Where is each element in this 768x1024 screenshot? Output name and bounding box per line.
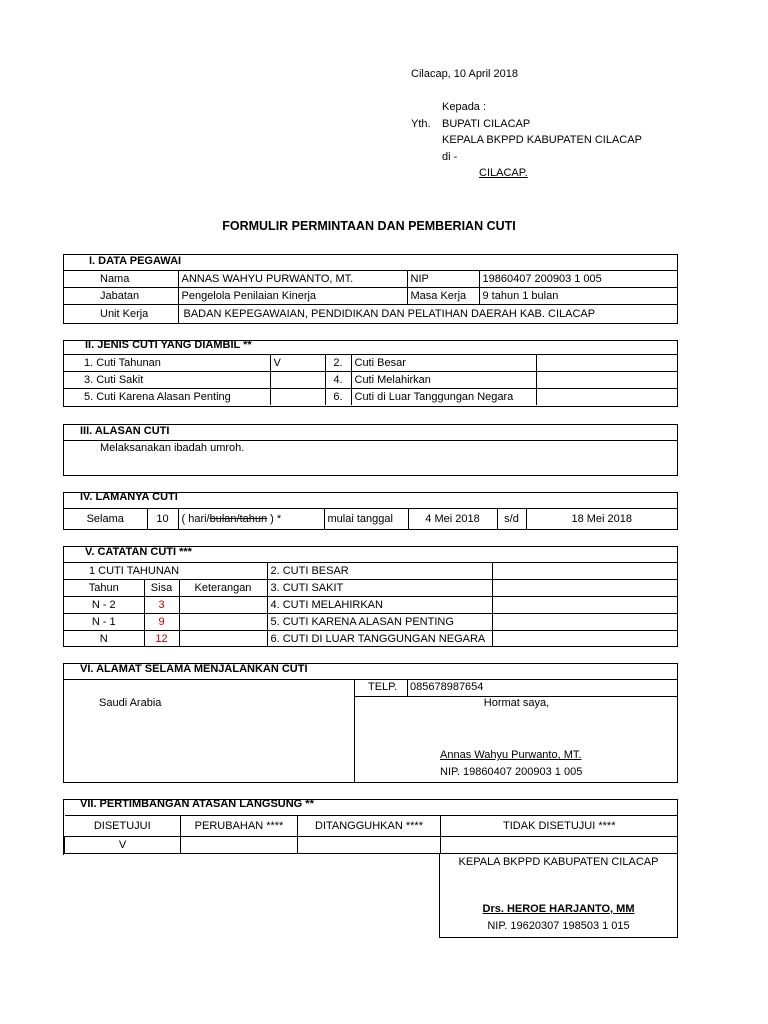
nama-value: ANNAS WAHYU PURWANTO, MT. — [178, 271, 407, 288]
unit-kerja-value: BADAN KEPEGAWAIAN, PENDIDIKAN DAN PELATIHAN DAERAH KAB. CILACAP — [178, 305, 677, 324]
sd-label: s/d — [497, 509, 526, 530]
jabatan-label: Jabatan — [64, 288, 178, 305]
row-number: 2. — [325, 355, 351, 372]
form-title: FORMULIR PERMINTAAN DAN PEMBERIAN CUTI — [222, 219, 516, 233]
yth-label: Yth. — [411, 118, 431, 130]
col-perubahan: PERUBAHAN **** — [181, 816, 298, 837]
section-heading: VI. ALAMAT SELAMA MENJALANKAN CUTI — [80, 663, 308, 675]
col-keterangan: Keterangan — [179, 580, 267, 597]
unit-kerja-label: Unit Kerja — [64, 305, 178, 324]
section-heading: IV. LAMANYA CUTI — [80, 491, 178, 503]
jenis-cuti-table — [64, 354, 677, 405]
cuti-besar-label: Cuti Besar — [351, 355, 536, 372]
telp-value: 085678987654 — [410, 681, 484, 693]
satuan-suffix: ) * — [267, 512, 282, 525]
mark-disetujui: V — [65, 837, 181, 854]
cuti-melahirkan-label: Cuti Melahirkan — [351, 372, 536, 389]
masa-kerja-label: Masa Kerja — [407, 288, 479, 305]
catatan-cuti-besar-value — [492, 563, 677, 580]
kepada-label: Kepada : — [442, 101, 487, 113]
cuti-luar-tanggungan-label: Cuti di Luar Tanggungan Negara — [351, 389, 536, 406]
row-number: 4. — [325, 372, 351, 389]
col-tidak-disetujui: TIDAK DISETUJUI **** — [441, 816, 678, 837]
cuti-melahirkan-mark — [536, 372, 677, 389]
alamat-text: Saudi Arabia — [99, 697, 162, 709]
cuti-alasan-penting-label: 5. Cuti Karena Alasan Penting — [64, 389, 270, 406]
recipient-city: CILACAP. — [479, 167, 528, 179]
divider — [64, 440, 677, 441]
cuti-tahunan-label: 1. Cuti Tahunan — [64, 355, 270, 372]
telp-label: TELP. — [368, 681, 398, 693]
pemohon-nip: NIP. 19860407 200903 1 005 — [440, 766, 583, 778]
masa-kerja-value: 9 tahun 1 bulan — [479, 288, 677, 305]
cuti-sakit-label: 3. Cuti Sakit — [64, 372, 270, 389]
mark-tidak-disetujui — [441, 837, 678, 854]
atasan-nip: NIP. 19620307 198503 1 015 — [487, 920, 630, 932]
catatan-cuti-alasan-penting: 5. CUTI KARENA ALASAN PENTING — [267, 614, 492, 631]
ket-n-1 — [179, 614, 267, 631]
catatan-cuti-melahirkan-value — [492, 597, 677, 614]
col-tahun: Tahun — [64, 580, 144, 597]
atasan-signature-box — [439, 853, 678, 938]
cuti-luar-tanggungan-mark — [536, 389, 677, 406]
tahun-n: N — [64, 631, 144, 648]
divider — [64, 679, 677, 680]
satuan-prefix: ( hari/ — [181, 512, 210, 525]
jabatan-value: Pengelola Penilaian Kinerja — [178, 288, 407, 305]
tanggal-selesai: 18 Mei 2018 — [526, 509, 677, 530]
catatan-cuti-besar: 2. CUTI BESAR — [267, 563, 492, 580]
mark-perubahan — [181, 837, 298, 854]
cuti-tahunan-header: 1 CUTI TAHUNAN — [64, 563, 267, 580]
catatan-cuti-luar-tanggungan: 6. CUTI DI LUAR TANGGUNGAN NEGARA — [267, 631, 492, 648]
data-pegawai-table — [64, 270, 677, 323]
catatan-cuti-melahirkan: 4. CUTI MELAHIRKAN — [267, 597, 492, 614]
pertimbangan-table — [64, 815, 678, 854]
sisa-n-1: 9 — [144, 614, 179, 631]
divider-vertical — [354, 679, 355, 782]
cuti-sakit-mark — [270, 372, 325, 389]
section-heading: II. JENIS CUTI YANG DIAMBIL ** — [85, 339, 252, 351]
section-heading: III. ALASAN CUTI — [80, 425, 170, 437]
catatan-cuti-table — [64, 562, 677, 647]
cuti-alasan-penting-mark — [270, 389, 325, 406]
catatan-cuti-sakit: 3. CUTI SAKIT — [267, 580, 492, 597]
satuan-coret: bulan/tahun — [209, 512, 268, 525]
ket-n-2 — [179, 597, 267, 614]
nama-label: Nama — [64, 271, 178, 288]
section-heading: I. DATA PEGAWAI — [89, 255, 182, 267]
col-disetujui: DISETUJUI — [65, 816, 181, 837]
place-date: Cilacap, 10 April 2018 — [411, 68, 519, 80]
catatan-cuti-sakit-value — [492, 580, 677, 597]
section-heading: V. CATATAN CUTI *** — [85, 546, 192, 558]
jumlah-hari: 10 — [147, 509, 178, 530]
pemohon-nama: Annas Wahyu Purwanto, MT. — [440, 749, 582, 761]
divider-vertical — [407, 679, 408, 696]
col-ditangguhkan: DITANGGUHKAN **** — [298, 816, 441, 837]
recipient-line-2: KEPALA BKPPD KABUPATEN CILACAP — [442, 134, 642, 146]
atasan-jabatan: KEPALA BKPPD KABUPATEN CILACAP — [458, 856, 659, 868]
section-heading: VII. PERTIMBANGAN ATASAN LANGSUNG ** — [80, 798, 314, 810]
di-label: di - — [442, 151, 458, 163]
atasan-nama: Drs. HEROE HARJANTO, MM — [482, 903, 635, 915]
ket-n — [179, 631, 267, 648]
selama-label: Selama — [64, 509, 147, 530]
satuan-waktu — [178, 509, 324, 530]
sisa-n: 12 — [144, 631, 179, 648]
tanggal-mulai: 4 Mei 2018 — [408, 509, 497, 530]
lamanya-cuti-table — [64, 508, 677, 529]
row-number: 6. — [325, 389, 351, 406]
col-sisa: Sisa — [144, 580, 179, 597]
cuti-besar-mark — [536, 355, 677, 372]
mark-ditangguhkan — [298, 837, 441, 854]
nip-value: 19860407 200903 1 005 — [479, 271, 677, 288]
catatan-cuti-alasan-penting-value — [492, 614, 677, 631]
tahun-n-1: N - 1 — [64, 614, 144, 631]
catatan-cuti-luar-tanggungan-value — [492, 631, 677, 648]
alasan-text: Melaksanakan ibadah umroh. — [100, 442, 245, 454]
cuti-tahunan-mark: V — [270, 355, 325, 372]
section-alamat — [63, 663, 678, 783]
hormat-saya: Hormat saya, — [483, 697, 550, 709]
section-alasan-cuti — [63, 424, 678, 476]
sisa-n-2: 3 — [144, 597, 179, 614]
nip-label: NIP — [407, 271, 479, 288]
tahun-n-2: N - 2 — [64, 597, 144, 614]
recipient-line-1: BUPATI CILACAP — [442, 118, 531, 130]
mulai-label: mulai tanggal — [324, 509, 408, 530]
